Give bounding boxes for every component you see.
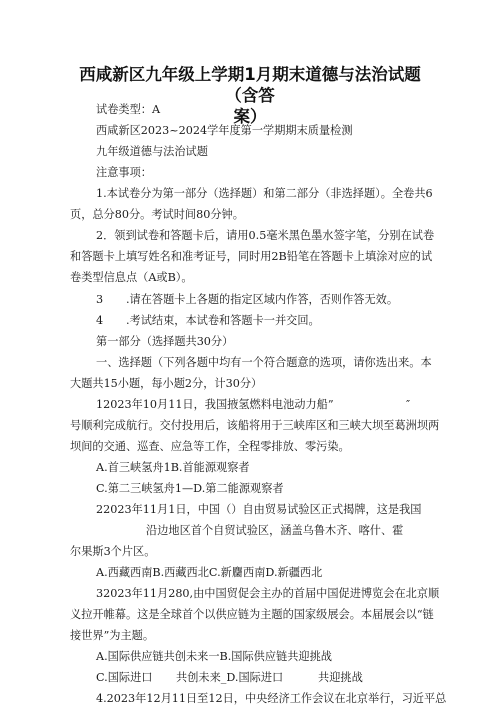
- notice-1-line-2: 页，总分80分。考试时间80分钟。: [70, 208, 244, 221]
- notice-3-number: 3: [96, 293, 104, 306]
- notice-2-line-1: 2．领到试卷和答题卡后，请用0.5毫米黑色墨水签字笔，分别在试卷: [96, 229, 435, 242]
- title-line-1: 西咸新区九年级上学期1月期末道德与法治试题（含答: [79, 65, 421, 105]
- question-3-options-ab: A.国际供应链共创未来一B.国际供应链共迎挑战: [96, 650, 332, 663]
- subject-line: 九年级道德与法治试题: [96, 145, 208, 158]
- title-line-2: 案）: [233, 107, 267, 126]
- question-3-line-2: 义拉开帷幕。这是全球首个以供应链为主题的国家级展会。本届展会以“链: [70, 608, 434, 621]
- document-title: [70, 64, 430, 127]
- question-3-line-1: 32023年11月280,由中国贸促会主办的首届中国促进博览会在北京顺: [96, 587, 440, 600]
- notice-3-text: .请在答题卡上各题的指定区域内作答，否则作答无效。: [126, 293, 399, 306]
- part-one-heading: 第一部分（选择题共30分）: [96, 335, 234, 348]
- question-1-options-ab: A.首三峡氢舟1B.首能源观察者: [96, 461, 250, 474]
- question-4-line-1: 4.2023年12月11日至12日，中央经济工作会议在北京举行，习近平总: [96, 692, 447, 705]
- section-heading-line-1: 一、选择题（下列各题中均有一个符合题意的选项，请你选出来。本: [96, 356, 432, 369]
- question-2-line-3: 尔果斯3个片区。: [70, 545, 156, 558]
- notice-heading: 注意事项：: [96, 166, 152, 179]
- question-1-line-3: 坝间的交通、巡查、应急等工作，全程零排放、零污染。: [70, 440, 350, 453]
- question-3-line-3: 接世界”为主题。: [70, 629, 155, 642]
- question-2-line-2: 沿边地区首个自贸试验区，涵盖乌鲁木齐、喀什、霍: [146, 524, 404, 537]
- section-heading-line-2: 大题共15小题，每小题2分，计30分）: [70, 377, 263, 390]
- notice-1-line-1: 1.本试卷分为第一部分（选择题）和第二部分（非选择题）。全卷共6: [96, 187, 433, 200]
- exam-header-line: 西咸新区2023~2024学年度第一学期期末质量检测: [96, 124, 353, 137]
- question-2-line-1: 22023年11月1日，中国（）自由贸易试验区正式揭牌，这是我国: [96, 503, 422, 516]
- question-1-options-cd: C.第二三峡氢舟1—D.第二能源观察者: [96, 482, 284, 495]
- question-1-line-1: 12023年10月11日，我国掖氢燃料电池动力船”: [96, 398, 334, 411]
- notice-4-text: .考试结束，本试卷和答题卡一并交回。: [126, 314, 320, 327]
- question-3-option-c-part2: 共创未来_D.国际进口: [176, 671, 284, 684]
- question-3-option-d-part2: 共迎挑战: [318, 671, 363, 684]
- question-2-options: A.西藏西南B.西藏西北C.新麕西南D.新疆西北: [96, 566, 323, 579]
- notice-2-line-3: 卷类型信息点（A或B）。: [70, 271, 193, 284]
- question-3-option-c-part1: C.国际进口: [96, 671, 153, 684]
- exam-type-line: 试卷类型：A: [96, 103, 161, 116]
- question-1-line-2: 号顺利完成航行。交付投用后，该船将用于三峡库区和三峡大坝至葛洲坝两: [70, 419, 440, 432]
- notice-2-line-2: 和答题卡上填写姓名和准考证号，同时用2B铅笔在答题卡上填涂对应的试: [70, 250, 433, 263]
- notice-4-number: 4: [96, 314, 104, 327]
- question-1-quote-mark: ″: [406, 398, 411, 411]
